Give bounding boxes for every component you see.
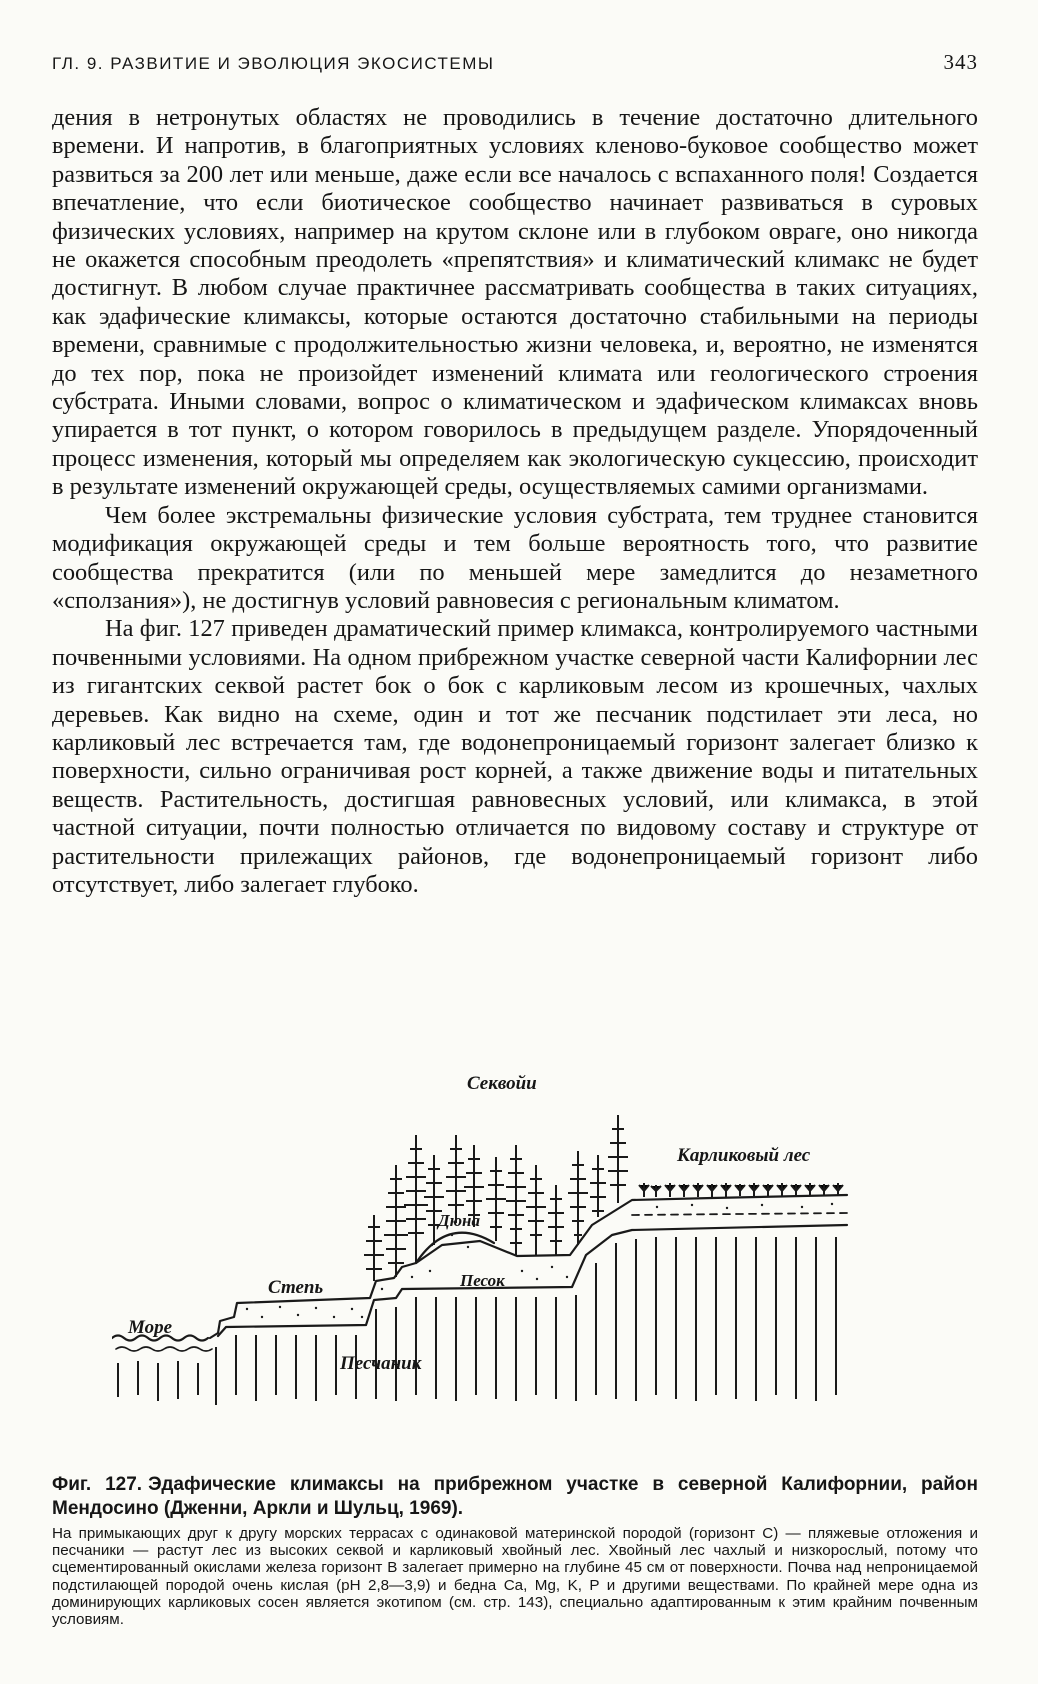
dune-outline (416, 1233, 494, 1263)
page-header (52, 50, 978, 75)
caption-title-text: Эдафические климаксы на прибрежном участке в северной Калифорнии, район Мендосино (Дженни, Аркли и Шульц, 1969). (52, 1474, 978, 1519)
paragraph: На фиг. 127 приведен драматический пример климакса, контролируемого частными почвенными условиями. На одном прибрежном участке северной части Калифорнии лес из гигантских секвой растет бок о бок с карликовым лесом из крошечных, чахлых деревьев. Как видно на схеме, один и тот же песчаник подстилает эти леса, но карликовый лес встречается там, где водонепроницаемый горизонт залегает близко к поверхности, сильно ограничивая рост корней, а также движение воды и питательных веществ. Растительность, достигшая равновесных условий, или климакса, в этой частной ситуации, почти полностью отличается по видовому составу и структуре от растительности прилежащих районов, где водонепроницаемый горизонт либо отсутствует, либо залегает глубоко. (52, 615, 978, 898)
coastal-terrace-diagram (112, 1095, 938, 1475)
ground-surface (210, 1195, 847, 1338)
label-steppe: Степь (268, 1277, 324, 1298)
label-sandstone: Песчаник (340, 1353, 422, 1374)
page-number: 343 (943, 50, 978, 74)
running-title: ГЛ. 9. РАЗВИТИЕ И ЭВОЛЮЦИЯ ЭКОСИСТЕМЫ (52, 54, 495, 73)
sequoia-trees (364, 1115, 628, 1281)
body-text (52, 104, 978, 899)
label-dune: Дюна (438, 1211, 480, 1230)
caption-note: На примыкающих друг к другу морских террасах с одинаковой материнской породой (горизонт С) — пляжевые отложения и песчаники — растут лес из высоких секвой и карликовый хвойный лес. Хвойный лес чахлый и низкорослый, потому что сцементированный окислами железа горизонт B залегает примерно на глубине 45 см от поверхности. Почва над непроницаемой подстилающей породой очень кислая (pH 2,8—3,9) и бедна Ca, Mg, K, P и другими веществами. По крайней мере одна из доминирующих карликовых сосен является экотипом (см. стр. 143), специально адаптированным к этим крайним почвенным условиям. (52, 1525, 978, 1629)
caption-number: Фиг. 127. (52, 1474, 143, 1495)
label-sequoias: Секвойи (467, 1073, 537, 1094)
label-sand: Песок (460, 1271, 505, 1290)
figure-127 (112, 1073, 938, 1475)
label-dwarf-forest: Карликовый лес (677, 1145, 811, 1166)
figure-caption (52, 1473, 978, 1628)
paragraph: Чем более экстремальны физические условия субстрата, тем труднее становится модификация окружающей среды и тем больше вероятность того, что развитие сообщества прекратится (или по меньшей мере замедлится до незаметного «сползания»), не достигнув условий равновесия с региональным климатом. (52, 501, 978, 614)
caption-title (52, 1473, 978, 1521)
sandstone-hatching (118, 1237, 836, 1405)
paragraph: дения в нетронутых областях не проводились в течение достаточно длительного времени. И напротив, в благоприятных условиях кленово-буковое сообщество может развиться за 200 лет или меньше, даже если все началось с вспаханного поля! Создается впечатление, что если биотическое сообщество начинает развиваться в суровых физических условиях, например на крутом склоне или в глубоком овраге, оно никогда не окажется способным преодолеть «препятствия» и климатический климакс не будет достигнут. В любом случае практичнее рассматривать сообщества в таких ситуациях, как эдафические климаксы, которые остаются достаточно стабильными на периоды времени, сравнимые с продолжительностью жизни человека, и, вероятно, не изменятся до тех пор, пока не произойдет изменений климата или геологического строения субстрата. Иными словами, вопрос о климатическом и эдафическом климаксах вновь упирается в тот пункт, о котором говорилось в предыдущем разделе. Упорядоченный процесс изменения, который мы определяем как экологическую сукцессию, происходит в результате изменений окружающей среды, осуществляемых самими организмами. (52, 104, 978, 501)
label-sea: Море (128, 1317, 173, 1338)
